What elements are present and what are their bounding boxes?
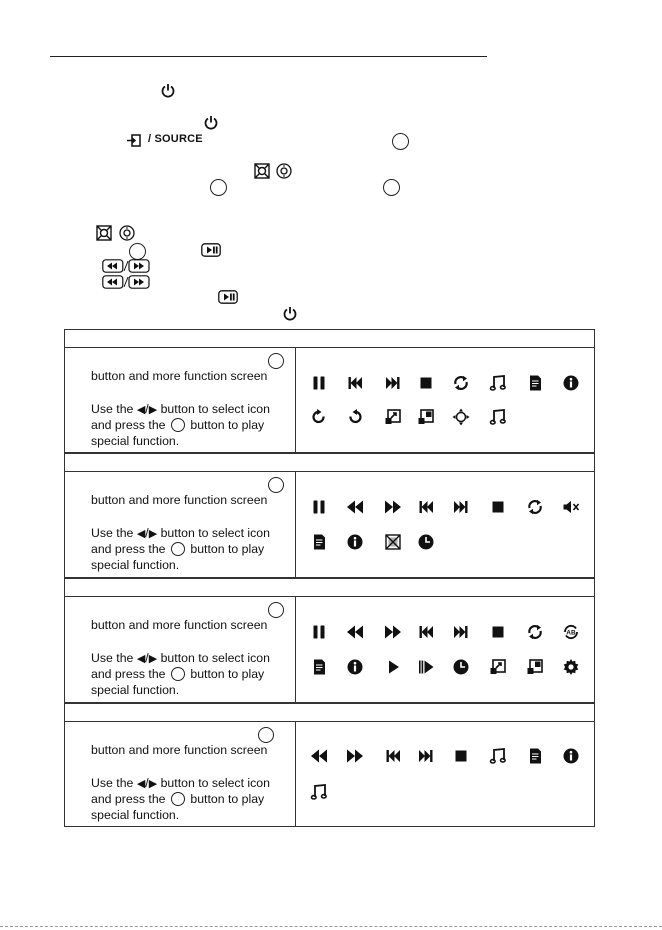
- play-pause-key-icon: [218, 290, 238, 304]
- stop-icon: [452, 747, 470, 765]
- music-note-icon: [310, 783, 328, 801]
- dpad-icon: [96, 225, 112, 241]
- round-button-icon: [258, 727, 274, 743]
- function-table: [64, 721, 595, 827]
- round-button-icon: [171, 667, 185, 681]
- skip-prev-icon: [346, 374, 364, 392]
- instruction-line: Use the ◀/▶ button to select icon: [91, 402, 270, 416]
- mute-icon: [562, 498, 580, 516]
- doc-icon: [310, 658, 328, 676]
- round-button-icon: [171, 792, 185, 806]
- step-icon: [417, 658, 435, 676]
- power-icon: [283, 306, 297, 321]
- ok-dial-icon: [276, 163, 292, 179]
- pause-icon: [310, 498, 328, 516]
- rewind-icon: [346, 498, 364, 516]
- function-table: [64, 347, 595, 453]
- icon-cell: [296, 348, 594, 452]
- slash-glyph: /: [145, 526, 149, 540]
- rewind-icon: [310, 747, 328, 765]
- info-icon: [346, 658, 364, 676]
- fast-forward-icon: [346, 747, 364, 765]
- zoom-out-icon: [417, 408, 435, 426]
- stop-icon: [417, 374, 435, 392]
- skip-prev-icon: [417, 623, 435, 641]
- left-arrow-icon: ◀: [136, 528, 146, 540]
- instruction-line: button and more function screen: [91, 493, 268, 507]
- zoom-out-icon: [526, 658, 544, 676]
- pause-icon: [310, 374, 328, 392]
- rotate-cw-icon: [310, 408, 328, 426]
- rewind-ff-keys-icon: [102, 275, 150, 289]
- instruction-line: Use the ◀/▶ button to select icon: [91, 651, 270, 665]
- left-arrow-icon: ◀: [136, 404, 146, 416]
- icon-cell: [296, 722, 594, 826]
- instruction-line: Use the ◀/▶ button to select icon: [91, 526, 270, 540]
- skip-next-icon: [452, 623, 470, 641]
- round-button-icon: [268, 477, 284, 493]
- play-icon: [384, 658, 402, 676]
- info-icon: [562, 747, 580, 765]
- right-arrow-icon: ▶: [148, 404, 158, 416]
- icon-cell: [296, 597, 594, 702]
- source-icon: [126, 134, 142, 147]
- round-button-icon: [129, 243, 146, 260]
- music-note-icon: [489, 374, 507, 392]
- instruction-cell: [65, 597, 296, 702]
- dpad-icon: [254, 163, 270, 179]
- round-button-icon: [268, 353, 284, 369]
- play-pause-key-icon: [201, 243, 221, 257]
- rewind-icon: [346, 623, 364, 641]
- instruction-line: button and more function screen: [91, 369, 268, 383]
- instruction-line: special function.: [91, 808, 180, 822]
- instruction-cell: [65, 722, 296, 826]
- instruction-line: and press the button to play: [91, 667, 265, 681]
- right-arrow-icon: ▶: [148, 778, 158, 790]
- round-button-icon: [171, 542, 185, 556]
- fast-forward-icon: [384, 498, 402, 516]
- pause-icon: [310, 623, 328, 641]
- stop-icon: [489, 498, 507, 516]
- section-header-bar: [64, 329, 595, 347]
- power-icon: [204, 115, 218, 130]
- ok-dial-icon: [119, 225, 135, 241]
- instruction-line: special function.: [91, 558, 180, 572]
- instruction-line: and press the button to play: [91, 418, 265, 432]
- music-note-icon: [489, 747, 507, 765]
- move-icon: [452, 408, 470, 426]
- power-icon: [161, 83, 175, 98]
- stop-icon: [489, 623, 507, 641]
- round-button-icon: [268, 602, 284, 618]
- top-rule: [50, 56, 487, 57]
- gear-icon: [562, 658, 580, 676]
- instruction-cell: [65, 348, 296, 452]
- zoom-in-icon: [384, 408, 402, 426]
- slash-glyph: /: [145, 402, 149, 416]
- rotate-ccw-icon: [346, 408, 364, 426]
- clock-icon: [417, 533, 435, 551]
- instruction-cell: [65, 472, 296, 577]
- instruction-line: and press the button to play: [91, 792, 265, 806]
- section-header-bar: [64, 453, 595, 471]
- skip-prev-icon: [384, 747, 402, 765]
- repeat-icon: [526, 498, 544, 516]
- function-table: [64, 471, 595, 578]
- section-header-bar: [64, 578, 595, 596]
- slash-glyph: /: [145, 651, 149, 665]
- zoom-in-icon: [489, 658, 507, 676]
- fast-forward-icon: [384, 623, 402, 641]
- section-header-bar: [64, 703, 595, 721]
- doc-icon: [526, 747, 544, 765]
- info-icon: [346, 533, 364, 551]
- skip-prev-icon: [417, 498, 435, 516]
- left-arrow-icon: ◀: [136, 653, 146, 665]
- skip-next-icon: [452, 498, 470, 516]
- instruction-line: special function.: [91, 434, 180, 448]
- repeat-icon: [526, 623, 544, 641]
- repeat-icon: [452, 374, 470, 392]
- clock-icon: [452, 658, 470, 676]
- instruction-line: Use the ◀/▶ button to select icon: [91, 776, 270, 790]
- round-button-icon: [383, 179, 400, 196]
- music-note-icon: [489, 408, 507, 426]
- skip-next-icon: [417, 747, 435, 765]
- source-label: / SOURCE: [148, 133, 203, 145]
- doc-icon: [310, 533, 328, 551]
- close-box-icon: [384, 533, 402, 551]
- bottom-rule: [0, 926, 662, 927]
- skip-next-icon: [384, 374, 402, 392]
- instruction-line: and press the button to play: [91, 542, 265, 556]
- instruction-line: button and more function screen: [91, 618, 268, 632]
- round-button-icon: [171, 418, 185, 432]
- right-arrow-icon: ▶: [148, 528, 158, 540]
- round-button-icon: [210, 179, 227, 196]
- right-arrow-icon: ▶: [148, 653, 158, 665]
- slash-glyph: /: [145, 776, 149, 790]
- icon-cell: [296, 472, 594, 577]
- round-button-icon: [392, 133, 409, 150]
- ab-repeat-icon: [562, 623, 580, 641]
- rewind-ff-keys-icon: [102, 259, 150, 273]
- doc-icon: [526, 374, 544, 392]
- instruction-line: button and more function screen: [91, 743, 268, 757]
- left-arrow-icon: ◀: [136, 778, 146, 790]
- function-table: [64, 596, 595, 703]
- info-icon: [562, 374, 580, 392]
- instruction-line: special function.: [91, 683, 180, 697]
